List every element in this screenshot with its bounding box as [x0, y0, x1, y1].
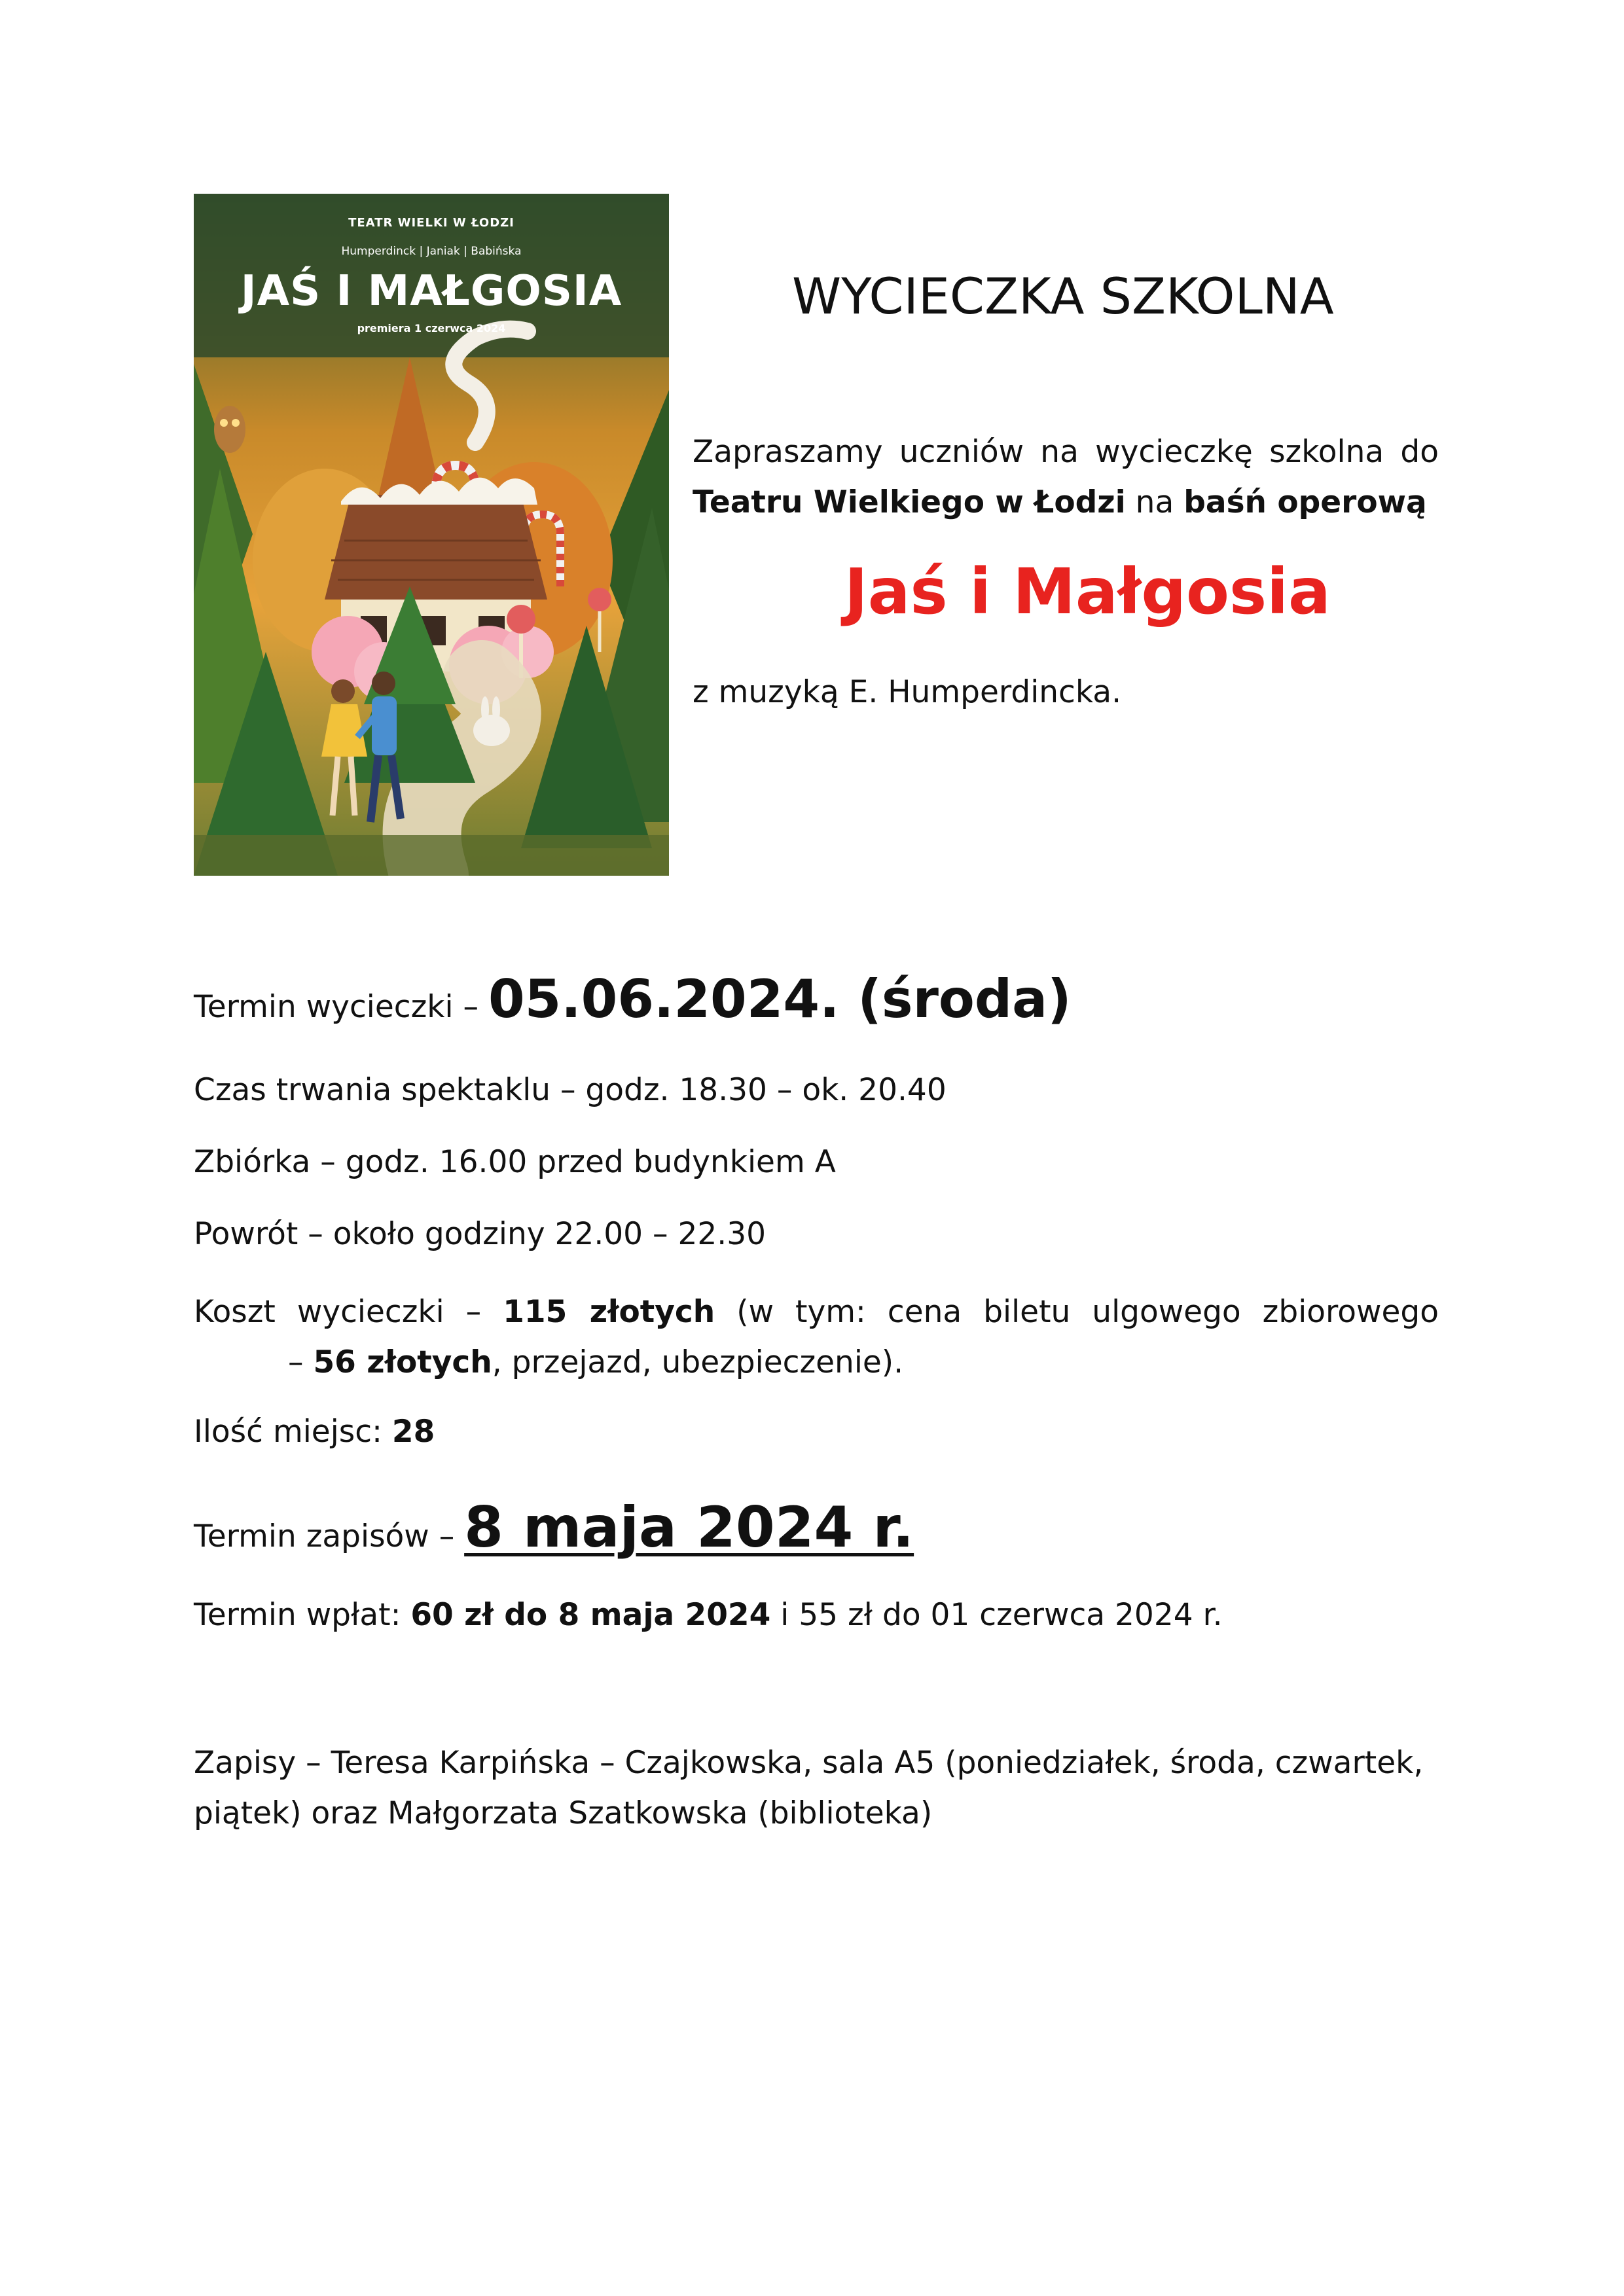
invitation-text — [693, 427, 1439, 528]
cost-rest: , przejazd, ubezpieczenie). — [492, 1344, 904, 1380]
cost-ticket: 56 złotych — [313, 1344, 492, 1380]
cost-total: 115 złotych — [503, 1294, 715, 1330]
trip-date-value: 05.06.2024. (środa) — [488, 969, 1072, 1030]
registration-deadline-label: Termin zapisów – — [194, 1518, 465, 1554]
music-credit: z muzyką E. Humperdincka. — [693, 674, 1122, 710]
show-title: Jaś i Małgosia — [844, 555, 1331, 628]
seats-value: 28 — [391, 1414, 435, 1450]
poster-org: TEATR WIELKI W ŁODZI — [348, 216, 514, 230]
duration-line: Czas trwania spektaklu – godz. 18.30 – ok. 20.40 — [194, 1072, 947, 1108]
payment-first: 60 zł do 8 maja 2024 — [410, 1597, 771, 1633]
cost-paragraph — [194, 1287, 1439, 1388]
invite-part1: Zapraszamy uczniów na wycieczkę szkolna do — [693, 434, 1439, 470]
meeting-line: Zbiórka – godz. 16.00 przed budynkiem A — [194, 1144, 836, 1180]
cost-line-1 — [194, 1287, 1439, 1337]
poster-authors: Humperdinck | Janiak | Babińska — [341, 245, 522, 258]
contacts-paragraph: Zapisy – Teresa Karpińska – Czajkowska, sala A5 (poniedziałek, środa, czwartek, piątek) oraz Małgorzata Szatkowska (biblioteka) — [194, 1745, 1424, 1831]
invite-theatre: Teatru Wielkiego w Łodzi — [693, 484, 1126, 520]
poster-title: JAŚ I MAŁGOSIA — [240, 267, 623, 315]
payment-label: Termin wpłat: — [194, 1597, 411, 1633]
invite-genre: baśń operową — [1183, 484, 1427, 520]
poster-premiere: premiera 1 czerwca 2024 — [357, 322, 506, 334]
cost-mid: (w tym: cena biletu ulgowego zbiorowego — [715, 1294, 1439, 1330]
registration-deadline-value: 8 maja 2024 r. — [464, 1495, 914, 1560]
invite-part2: na — [1125, 484, 1184, 520]
page-heading: WYCIECZKA SZKOLNA — [792, 267, 1334, 325]
cost-label: Koszt wycieczki – — [194, 1294, 503, 1330]
seats-line — [194, 1414, 435, 1450]
poster-image — [194, 194, 669, 876]
registration-deadline-row — [194, 1495, 914, 1560]
cost-dash: – — [288, 1344, 314, 1380]
payment-rest: i 55 zł do 01 czerwca 2024 r. — [770, 1597, 1223, 1633]
cost-line-2 — [194, 1337, 1439, 1388]
return-line: Powrót – około godziny 22.00 – 22.30 — [194, 1216, 766, 1252]
payment-line — [194, 1597, 1223, 1633]
trip-date-label: Termin wycieczki – — [194, 989, 488, 1025]
seats-label: Ilość miejsc: — [194, 1414, 392, 1450]
trip-date-row — [194, 969, 1072, 1030]
